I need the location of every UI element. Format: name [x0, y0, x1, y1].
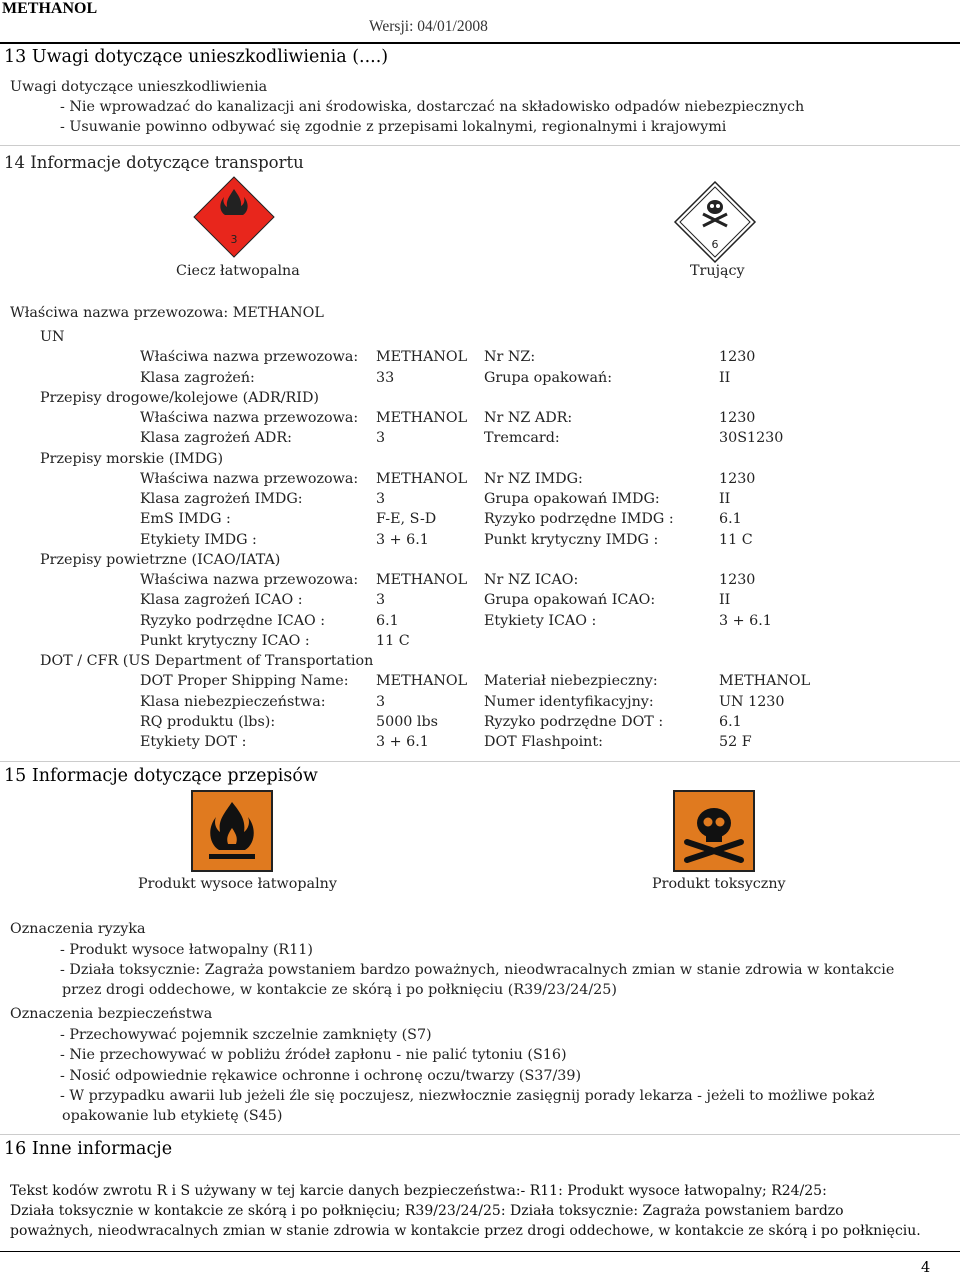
section-13-item: - Usuwanie powinno odbywać się zgodnie z przepisami lokalnymi, regionalnymi i krajowymi [60, 119, 727, 135]
transport-field-label: Klasa zagrożeń: [140, 369, 255, 386]
transport-field-value: UN 1230 [719, 693, 785, 710]
divider [0, 761, 960, 762]
transport-field-value: 6.1 [719, 713, 742, 730]
risk-item: - Produkt wysoce łatwopalny (R11) [60, 942, 313, 958]
transport-field-value: 30S1230 [719, 430, 784, 447]
transport-field-value: 52 F [719, 734, 752, 750]
other-info-line: Tekst kodów zwrotu R i S używany w tej karcie danych bezpieczeństwa:- R11: Produkt wysoce łatwopalny; R24/25: [10, 1183, 827, 1199]
safety-item: - Nie przechowywać w pobliżu źródeł zapłonu - nie palić tytoniu (S16) [60, 1047, 567, 1063]
shipping-name: Właściwa nazwa przewozowa: METHANOL [10, 305, 324, 321]
picto-label-toxic-product: Produkt toksyczny [652, 876, 786, 892]
section-14-title: 14 Informacje dotyczące transportu [4, 153, 304, 172]
transport-field-value: 1230 [719, 572, 756, 588]
transport-field-label: Punkt krytyczny IMDG : [484, 531, 659, 548]
other-info-line: poważnych, nieodwracalnych zmian w stanie zdrowia w kontakcie przez drogi oddechowe, w kontakcie ze skórą i po połknięciu. [10, 1223, 921, 1239]
transport-field-value: 3 + 6.1 [376, 734, 429, 750]
transport-field-label: DOT Flashpoint: [484, 734, 603, 750]
transport-field-label: Właściwa nazwa przewozowa: [140, 410, 359, 426]
transport-field-value: METHANOL [376, 349, 468, 366]
safety-item: - W przypadku awarii lub jeżeli źle się poczujesz, niezwłocznie zasięgnij porady lekarza - jeżeli to możliwe pokaż [60, 1088, 875, 1104]
class-number: 6 [711, 238, 719, 251]
safety-item: - Przechowywać pojemnik szczelnie zamknięty (S7) [60, 1027, 432, 1043]
transport-field-label: Punkt krytyczny ICAO : [140, 632, 310, 649]
product-name: METHANOL [2, 0, 98, 17]
transport-field-label: Numer identyfikacyjny: [484, 693, 654, 710]
transport-field-value: 1230 [719, 349, 756, 366]
transport-field-value: METHANOL [376, 673, 468, 690]
header-divider [0, 42, 960, 44]
transport-field-label: Ryzyko podrzędne ICAO : [140, 612, 326, 629]
transport-field-value: METHANOL [376, 410, 468, 426]
transport-field-value: 1230 [719, 470, 756, 487]
footer-divider [0, 1251, 960, 1252]
transport-field-label: Tremcard: [484, 430, 560, 447]
transport-field-value: METHANOL [376, 470, 468, 487]
skull-crossbones-icon [673, 790, 755, 872]
section-13-item: - Nie wprowadzać do kanalizacji ani środowiska, dostarczać na składowisko odpadów niebezpiecznych [60, 99, 805, 115]
transport-field-label: Etykiety ICAO : [484, 612, 597, 629]
transport-group-heading: DOT / CFR (US Department of Transportation [40, 653, 374, 669]
section-13-title: 13 Uwagi dotyczące unieszkodliwienia (....) [4, 47, 389, 67]
transport-field-value: II [719, 491, 731, 507]
transport-field-label: Klasa zagrożeń ICAO : [140, 592, 303, 609]
transport-field-label: EmS IMDG : [140, 511, 231, 528]
transport-field-label: Ryzyko podrzędne IMDG : [484, 511, 674, 528]
transport-field-value: 3 [376, 693, 386, 710]
transport-field-label: Materiał niebezpieczny: [484, 673, 658, 690]
transport-field-label: Grupa opakowań ICAO: [484, 592, 656, 609]
transport-field-value: 5000 lbs [376, 713, 438, 730]
other-info-line: Działa toksycznie w kontakcie ze skórą i po połknięciu; R39/23/24/25: Działa toksycznie: Zagraża powstaniem bardzo [10, 1203, 844, 1219]
transport-field-value: 3 [376, 430, 386, 447]
transport-group-heading: Przepisy drogowe/kolejowe (ADR/RID) [40, 389, 319, 406]
flammable-liquid-diamond-icon [192, 175, 276, 259]
transport-field-value: METHANOL [376, 572, 468, 588]
transport-field-label: Nr NZ: [484, 349, 536, 366]
safety-item: opakowanie lub etykietę (S45) [62, 1108, 283, 1124]
transport-field-value: 11 C [719, 531, 753, 548]
transport-field-label: Klasa zagrożeń ADR: [140, 430, 292, 447]
transport-field-label: Właściwa nazwa przewozowa: [140, 349, 359, 366]
transport-group-heading: Przepisy morskie (IMDG) [40, 450, 224, 467]
transport-field-label: Właściwa nazwa przewozowa: [140, 470, 359, 487]
safety-item: - Nosić odpowiednie rękawice ochronne i ochronę oczu/twarzy (S37/39) [60, 1068, 582, 1084]
transport-field-label: DOT Proper Shipping Name: [140, 673, 349, 690]
class-number: 3 [230, 233, 238, 246]
transport-field-label: Nr NZ ICAO: [484, 572, 579, 588]
divider [0, 145, 960, 146]
transport-field-label: Właściwa nazwa przewozowa: [140, 572, 359, 588]
transport-field-label: Grupa opakowań IMDG: [484, 491, 660, 507]
transport-field-value: II [719, 369, 731, 386]
transport-field-value: II [719, 592, 731, 609]
version-label: Wersji: 04/01/2008 [369, 18, 488, 35]
page-number: 4 [921, 1260, 931, 1276]
picto-label-toxic: Trujący [690, 263, 745, 279]
divider [0, 1134, 960, 1135]
transport-field-value: 3 [376, 592, 386, 609]
transport-field-label: Nr NZ ADR: [484, 410, 573, 426]
transport-field-label: Ryzyko podrzędne DOT : [484, 713, 664, 730]
transport-field-value: 6.1 [719, 511, 742, 528]
transport-field-value: 6.1 [376, 612, 399, 629]
safety-title: Oznaczenia bezpieczeństwa [10, 1006, 213, 1022]
transport-field-label: Etykiety IMDG : [140, 531, 257, 548]
picto-label-flammable: Ciecz łatwopalna [176, 263, 300, 279]
transport-field-value: 3 + 6.1 [376, 531, 429, 548]
transport-field-value: 3 [376, 491, 386, 507]
transport-field-label: Klasa zagrożeń IMDG: [140, 491, 303, 507]
risk-item: - Działa toksycznie: Zagraża powstaniem bardzo poważnych, nieodwracalnych zmian w stanie zdrowia w kontakcie [60, 962, 895, 978]
transport-field-label: Klasa niebezpieczeństwa: [140, 693, 326, 710]
transport-field-label: Etykiety DOT : [140, 734, 247, 750]
transport-field-value: 11 C [376, 632, 410, 649]
risk-item: przez drogi oddechowe, w kontakcie ze skórą i po połknięciu (R39/23/24/25) [62, 982, 617, 998]
transport-field-value: METHANOL [719, 673, 811, 690]
transport-field-value: F-E, S-D [376, 511, 437, 528]
flame-hazard-icon [191, 790, 273, 872]
transport-field-value: 3 + 6.1 [719, 612, 772, 629]
transport-field-label: Grupa opakowań: [484, 369, 613, 386]
section-13-subtitle: Uwagi dotyczące unieszkodliwienia [10, 79, 268, 95]
transport-group-heading: UN [40, 329, 65, 345]
transport-field-label: Nr NZ IMDG: [484, 470, 583, 487]
section-15-title: 15 Informacje dotyczące przepisów [4, 766, 318, 786]
toxic-diamond-icon [673, 180, 757, 264]
section-16-title: 16 Inne informacje [4, 1139, 173, 1159]
transport-field-value: 1230 [719, 410, 756, 426]
risk-title: Oznaczenia ryzyka [10, 921, 146, 937]
transport-field-label: RQ produktu (lbs): [140, 713, 276, 730]
transport-group-heading: Przepisy powietrzne (ICAO/IATA) [40, 551, 281, 568]
picto-label-highly-flammable: Produkt wysoce łatwopalny [138, 876, 337, 892]
transport-field-value: 33 [376, 369, 395, 386]
